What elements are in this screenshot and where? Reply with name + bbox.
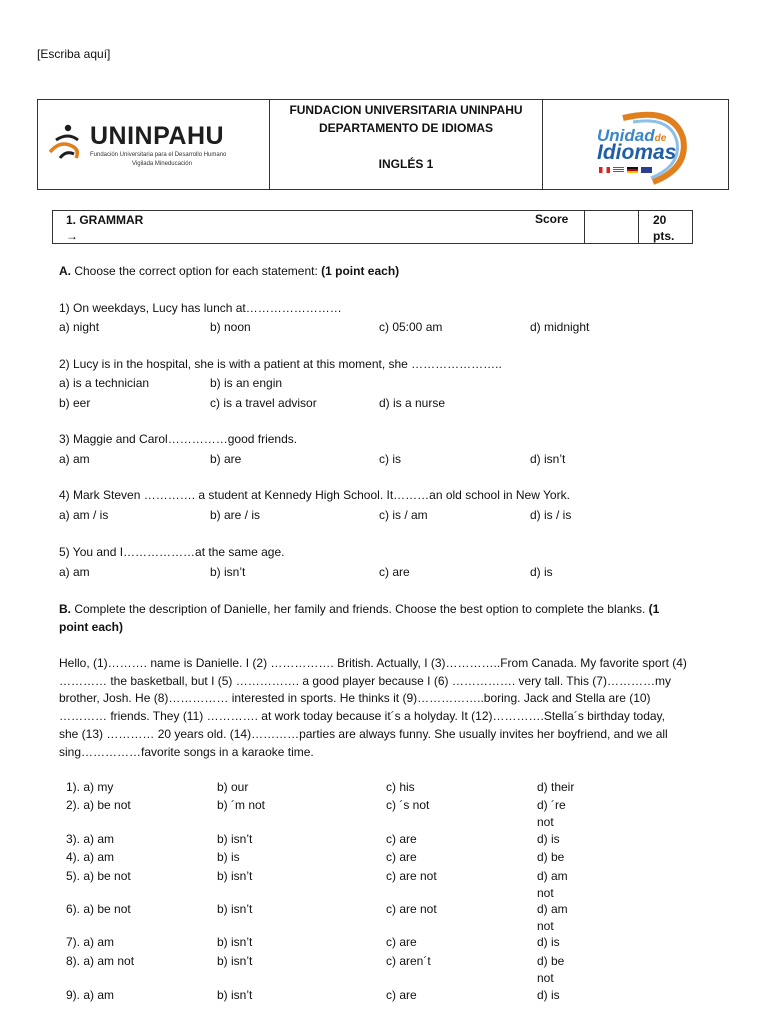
q5-option-d[interactable]: d) is bbox=[530, 565, 553, 579]
answer-1-b[interactable]: b) our bbox=[217, 780, 249, 794]
q1-option-c[interactable]: c) 05:00 am bbox=[379, 320, 443, 334]
q4-option-a[interactable]: a) am / is bbox=[59, 508, 109, 522]
flags-row bbox=[599, 167, 652, 173]
answer-2-b[interactable]: b) ´m not bbox=[217, 798, 266, 812]
q5-option-a[interactable]: a) am bbox=[59, 565, 90, 579]
q5-option-c[interactable]: c) are bbox=[379, 565, 410, 579]
answer-8-b[interactable]: b) isn’t bbox=[217, 954, 253, 968]
answer-4-a[interactable]: 4). a) am bbox=[66, 850, 115, 864]
question-1: 1) On weekdays, Lucy has lunch at…………………… bbox=[59, 301, 342, 315]
answer-8-d-cont: not bbox=[537, 971, 554, 985]
grammar-title: 1. GRAMMAR bbox=[66, 213, 144, 227]
department-name: DEPARTAMENTO DE IDIOMAS bbox=[318, 121, 493, 135]
q3-option-b[interactable]: b) are bbox=[210, 452, 242, 466]
answer-8-d[interactable]: d) be bbox=[537, 954, 565, 968]
answer-6-d[interactable]: d) am bbox=[537, 902, 568, 916]
paragraph-line: she (13) ………… 20 years old. (14)…………parties are always funny. She usually invites her boyfriend, and we all bbox=[59, 726, 668, 741]
section-b-instruction bbox=[59, 601, 709, 636]
header-spacer bbox=[270, 137, 542, 155]
q3-option-c[interactable]: c) is bbox=[379, 452, 401, 466]
answer-4-d[interactable]: d) be bbox=[537, 850, 565, 864]
paragraph-line: brother, Josh. He (8)…………… interested in sports. He thinks it (9)……………..boring. Jack and Stella are (10) bbox=[59, 691, 651, 706]
answer-2-a[interactable]: 2). a) be not bbox=[66, 798, 131, 812]
answer-6-d-cont: not bbox=[537, 919, 554, 933]
header-unidad-cell bbox=[543, 100, 730, 189]
q4-option-d[interactable]: d) is / is bbox=[530, 508, 572, 522]
score-label: Score bbox=[535, 212, 569, 226]
answer-1-a[interactable]: 1). a) my bbox=[66, 780, 114, 794]
question-2: 2) Lucy is in the hospital, she is with a patient at this moment, she ………………….. bbox=[59, 357, 502, 371]
idiomas-word: Idiomas bbox=[597, 141, 677, 164]
answer-2-d-cont: not bbox=[537, 815, 554, 829]
answer-6-c[interactable]: c) are not bbox=[386, 902, 437, 916]
answer-9-d[interactable]: d) is bbox=[537, 988, 560, 1002]
answer-9-c[interactable]: c) are bbox=[386, 988, 417, 1002]
answer-4-c[interactable]: c) are bbox=[386, 850, 417, 864]
uninpahu-logo-tagline: Vigilada Mineducación bbox=[132, 161, 192, 167]
unidad-idiomas-logo bbox=[593, 108, 693, 184]
section-a-instruction-text: Choose the correct option for each statement: bbox=[71, 264, 322, 278]
section-a-instruction bbox=[59, 264, 399, 278]
header-title-cell bbox=[270, 100, 543, 189]
answer-1-c[interactable]: c) his bbox=[386, 780, 415, 794]
points-value: 20 bbox=[653, 213, 667, 227]
answer-6-b[interactable]: b) isn’t bbox=[217, 902, 253, 916]
usa-flag-icon bbox=[613, 167, 624, 173]
answer-1-d[interactable]: d) their bbox=[537, 780, 575, 794]
section-a-label: A. bbox=[59, 264, 71, 278]
unidad-word-text: Unidad bbox=[597, 126, 655, 145]
uninpahu-logo bbox=[46, 122, 256, 170]
document-header-table bbox=[37, 99, 729, 190]
answer-7-b[interactable]: b) isn’t bbox=[217, 935, 253, 949]
section-a-points: (1 point each) bbox=[321, 264, 400, 278]
uk-flag-icon bbox=[641, 167, 652, 173]
answer-3-b[interactable]: b) isn’t bbox=[217, 832, 253, 846]
paragraph-line: sing……………favorite songs in a karaoke time. bbox=[59, 744, 314, 759]
answer-8-c[interactable]: c) aren´t bbox=[386, 954, 431, 968]
header-placeholder: [Escriba aquí] bbox=[37, 47, 111, 61]
q1-option-b[interactable]: b) noon bbox=[210, 320, 251, 334]
points-unit: pts. bbox=[653, 229, 675, 243]
question-4: 4) Mark Steven …………. a student at Kennedy High School. It………an old school in New York. bbox=[59, 488, 570, 502]
grammar-title-cell bbox=[53, 211, 585, 243]
score-input-cell[interactable] bbox=[585, 211, 639, 243]
q5-option-b[interactable]: b) isn’t bbox=[210, 565, 246, 579]
answer-7-d[interactable]: d) is bbox=[537, 935, 560, 949]
answer-3-d[interactable]: d) is bbox=[537, 832, 560, 846]
answer-5-d-cont: not bbox=[537, 886, 554, 900]
question-3: 3) Maggie and Carol……………good friends. bbox=[59, 432, 298, 446]
answer-3-a[interactable]: 3). a) am bbox=[66, 832, 115, 846]
answer-6-a[interactable]: 6). a) be not bbox=[66, 902, 131, 916]
q2-option-d[interactable]: d) is a nurse bbox=[379, 396, 446, 410]
uninpahu-emblem-icon bbox=[46, 124, 86, 164]
unidad-de-text: de bbox=[654, 133, 667, 144]
arrow-icon: → bbox=[66, 229, 78, 243]
answer-8-a[interactable]: 8). a) am not bbox=[66, 954, 135, 968]
answer-9-b[interactable]: b) isn’t bbox=[217, 988, 253, 1002]
institution-name: FUNDACION UNIVERSITARIA UNINPAHU bbox=[289, 103, 523, 117]
paragraph-line: ………… friends. They (11) …………. at work today because it´s a holyday. It (12)………….Stella´s birthday today, bbox=[59, 709, 665, 724]
q1-option-a[interactable]: a) night bbox=[59, 320, 100, 334]
canada-flag-icon bbox=[599, 167, 610, 173]
question-5: 5) You and I………………at the same age. bbox=[59, 545, 285, 559]
uninpahu-logo-text: UNINPAHU bbox=[90, 122, 225, 150]
section-b-instruction-text: Complete the description of Danielle, her family and friends. Choose the best option to complete the blanks. bbox=[71, 602, 649, 616]
q2-option-c[interactable]: c) is a travel advisor bbox=[210, 396, 317, 410]
answer-2-d[interactable]: d) ´re bbox=[537, 798, 566, 812]
germany-flag-icon bbox=[627, 167, 638, 173]
course-name: INGLÉS 1 bbox=[378, 157, 434, 171]
answer-5-d[interactable]: d) am bbox=[537, 869, 568, 883]
paragraph-line: Hello, (1)………. name is Danielle. I (2) ……………. British. Actually, I (3)…………..From Canada. My favorite sport (4) bbox=[59, 656, 687, 670]
danielle-paragraph bbox=[59, 655, 709, 761]
q1-option-d[interactable]: d) midnight bbox=[530, 320, 590, 334]
answer-5-b[interactable]: b) isn’t bbox=[217, 869, 253, 883]
q4-option-c[interactable]: c) is / am bbox=[379, 508, 428, 522]
answer-9-a[interactable]: 9). a) am bbox=[66, 988, 115, 1002]
section-b-points-1: (1 bbox=[648, 602, 660, 616]
points-cell bbox=[639, 211, 693, 243]
q3-option-a[interactable]: a) am bbox=[59, 452, 90, 466]
answer-4-b[interactable]: b) is bbox=[217, 850, 240, 864]
q3-option-d[interactable]: d) isn’t bbox=[530, 452, 566, 466]
answer-7-a[interactable]: 7). a) am bbox=[66, 935, 115, 949]
answer-5-c[interactable]: c) are not bbox=[386, 869, 437, 883]
q2-option-b[interactable]: b) is an engin bbox=[210, 376, 283, 390]
section-b-points-2: point each) bbox=[59, 619, 124, 634]
paragraph-line: ………… the basketball, but I (5) ……………. a good player because I (6) ……………. very tall. This (7)…………my bbox=[59, 673, 671, 688]
answer-3-c[interactable]: c) are bbox=[386, 832, 417, 846]
section-b-label: B. bbox=[59, 602, 71, 616]
answer-7-c[interactable]: c) are bbox=[386, 935, 417, 949]
grammar-score-table bbox=[52, 210, 693, 244]
q4-option-b[interactable]: b) are / is bbox=[210, 508, 261, 522]
header-logo-cell bbox=[38, 100, 270, 189]
answer-5-a[interactable]: 5). a) be not bbox=[66, 869, 131, 883]
q2-option-b-cont[interactable]: b) eer bbox=[59, 396, 91, 410]
q2-option-a[interactable]: a) is a technician bbox=[59, 376, 150, 390]
uninpahu-logo-subtitle: Fundación Universitaria para el Desarrollo Humano bbox=[90, 152, 227, 158]
answer-2-c[interactable]: c) ´s not bbox=[386, 798, 430, 812]
